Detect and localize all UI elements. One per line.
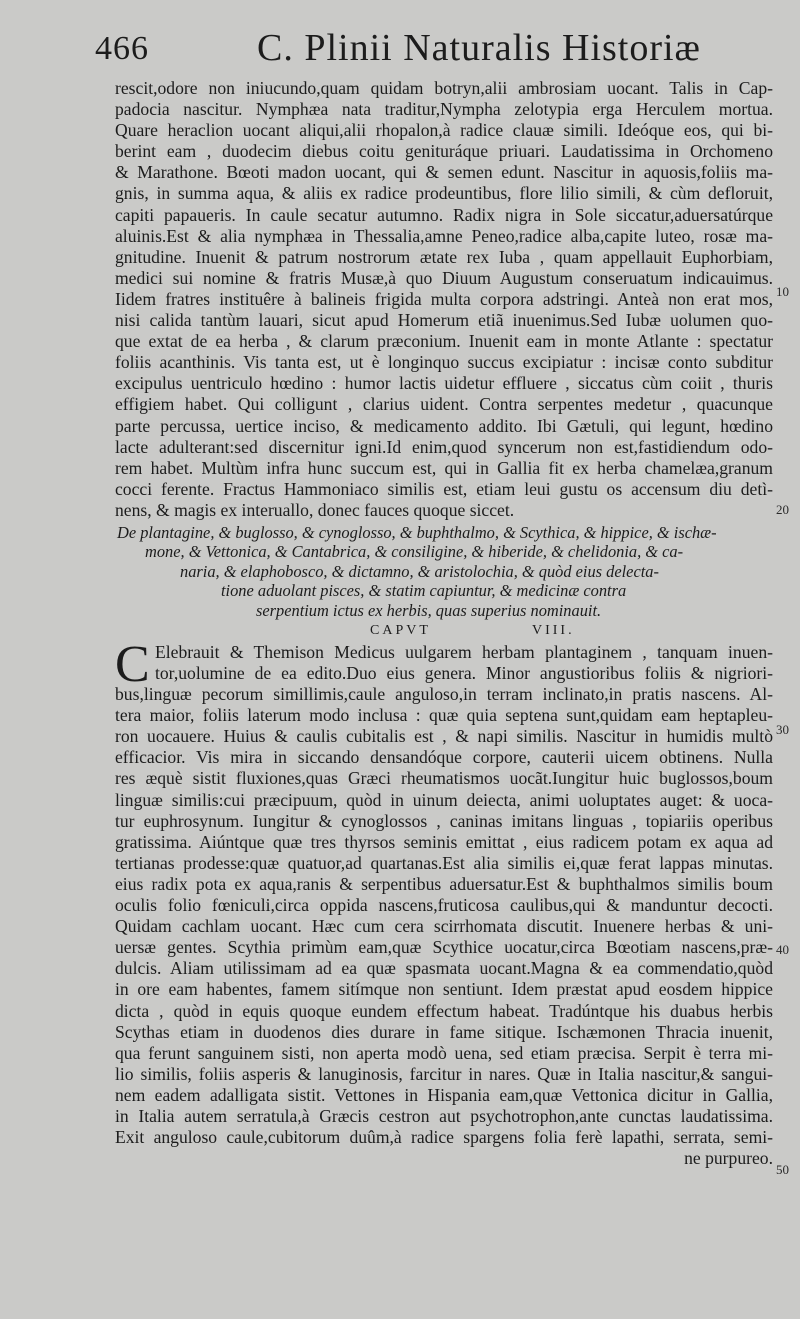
text-line: tur euphrosynum. Iungitur & cynoglossos , caninas imitans linguas , topiariis operibus bbox=[115, 810, 773, 831]
text-line: que extat de ea herba , & clarum præconium. Inuenit eam in monte Atlante : spectatur bbox=[115, 331, 773, 352]
page-header bbox=[95, 24, 775, 74]
text-line: Quare heraclion uocant aliqui,alii rhopalon,à radice clauæ simili. Ideóque eos, qui bi- bbox=[115, 120, 773, 141]
text-line: nisi calida tantùm lauari, sicut apud Homerum etiã inuenimus.Sed Iubæ uolumen quo- bbox=[115, 310, 773, 331]
text-line: excipulus uentriculo hœdino : humor lactis uidetur effluere , siccatus cùm coiit , thuris bbox=[115, 373, 773, 394]
text-line: tera maior, foliis laterum modo inclusa : quæ quia septena sunt,quidam eam heptapleu- bbox=[115, 705, 773, 726]
summary-line: naria, & elaphobosco, & dictamno, & aristolochia, & quòd eius delecta- bbox=[180, 561, 659, 581]
summary-line: tione aduolant pisces, & statim capiuntur, & medicinæ contra bbox=[221, 581, 627, 601]
text-line: gnitudine. Inuenit & patrum nostrorum ætate rex Iuba , quam appellauit Euphorbiam, bbox=[115, 246, 773, 267]
margin-line-number: 50 bbox=[776, 1162, 789, 1177]
text-line: & Marathone. Bœoti madon uocant, qui & semen edunt. Nascitur in aquosis,foliis ma- bbox=[115, 162, 773, 183]
paragraph-2 bbox=[115, 635, 773, 1169]
summary-line: De plantagine, & buglosso, & cynoglosso, & buphthalmo, & Scythica, & hippice, & ischæ- bbox=[117, 522, 717, 542]
text-line: ron uocauere. Huius & caulis cubitalis est , & napi similis. Nascitur in humidis multò bbox=[115, 726, 773, 747]
text-line: cocci ferente. Fractus Hammoniaco similis est, etiam leui gustu os accensum diu detì- bbox=[115, 478, 773, 499]
chapter-number: VIII. bbox=[532, 622, 575, 638]
margin-line-number: 10 bbox=[776, 284, 789, 299]
text-line: gratissima. Aiúntque quæ tres thyrsos seminis emittat , eius radicem potam ex aqua ad bbox=[115, 831, 773, 852]
text-line: efficacior. Vis mira in siccando densandóque corpore, cauterii uicem obtinens. Nulla bbox=[115, 747, 773, 768]
text-line: dulcis. Aliam utilissimam ad ea quæ spasmata uocant.Magna & ea commendatio,quòd bbox=[115, 958, 773, 979]
drop-cap: C bbox=[115, 635, 150, 693]
text-line: capiti papaueris. In caule secatur autumno. Radix nigra in Sole siccatur,aduersatúrque bbox=[115, 204, 773, 225]
text-line: oculis folio fœniculi,circa oppida nascens,fruticosa caulibus,qui & manduntur decocti. bbox=[115, 895, 773, 916]
text-line: in Italia autem serratula,à Græcis cestron aut psychotrophon,ante cunctas laudatissima. bbox=[115, 1105, 773, 1126]
text-line: in ore eam habentes, famem sitímque non sentiunt. Idem præstat apud eosdem hippice bbox=[115, 979, 773, 1000]
text-line: nens, & magis ex interuallo, donec fauces quoque siccet. bbox=[115, 499, 515, 520]
text-line: berint eam , duodecim diebus coitu genituráque priuari. Laudatissima in Orchomeno bbox=[115, 141, 773, 162]
chapter-summary bbox=[115, 523, 773, 620]
running-title: C. Plinii Naturalis Historiæ bbox=[257, 27, 701, 69]
text-line: gnis, in summa aqua, & aliis ex radice prodeuntibus, flore lilio simili, & cùm defloruit, bbox=[115, 183, 773, 204]
text-line: ne purpureo. bbox=[684, 1148, 773, 1169]
text-line: eius radix pota ex aqua,ranis & serpentibus aduersatur.Est & buphthalmos similis boum bbox=[115, 873, 773, 894]
text-line: linguæ similis:cui præcipuum, quòd in uinum deiecta, animi uoluptates auget: & uoca- bbox=[115, 789, 773, 810]
text-line: foliis acanthinis. Vis tanta est, ut è longinquo succus excipiatur : incisæ conto subditur bbox=[115, 352, 773, 373]
margin-line-number: 30 bbox=[776, 722, 789, 737]
summary-line: serpentium ictus ex herbis, quas superius nominauit. bbox=[256, 600, 602, 620]
text-line: qua ferunt sanguinem sisti, non aperta modò uena, sed etiam præcisa. Serpit è terra mi- bbox=[115, 1042, 773, 1063]
chapter-heading bbox=[115, 620, 773, 642]
text-line: rescit,odore non iniucundo,quam quidam botryn,alii ambrosiam uocant. Talis in Cap- bbox=[115, 78, 773, 98]
margin-line-number: 20 bbox=[776, 502, 789, 517]
paragraph-1 bbox=[115, 78, 773, 521]
text-line: aluinis.Est & alia nymphæa in Thessalia,amne Peneo,radice alba,capite luteo, rosæ ma- bbox=[115, 225, 773, 246]
text-line: Scythas etiam in duodenos dies durare in fame sitique. Ischæmonen Thracia inuenit, bbox=[115, 1021, 773, 1042]
text-line: nem eadem adalligata sistit. Vettones in Hispania eam,quæ Vettonica dicitur in Gallia, bbox=[115, 1084, 773, 1105]
text-line: parte percussa, uertice inciso, & medicamento addito. Ibi Gætuli, qui legunt, hœdino bbox=[115, 415, 773, 436]
text-line: Exit anguloso caule,cubitorum duûm,à radice spargens folia ferè lapathi, serrata, semi- bbox=[115, 1127, 773, 1148]
page-number: 466 bbox=[95, 30, 149, 67]
text-line: Iidem fratres instituêre à balineis frigida multa corpora adstringi. Anteà non erat mos, bbox=[115, 288, 773, 309]
chapter-label: CAPVT bbox=[370, 622, 431, 638]
margin-line-number: 40 bbox=[776, 942, 789, 957]
text-line: dicta , quòd in equis quoque eundem effectum habeat. Tradúntque his duabus herbis bbox=[115, 1000, 773, 1021]
text-line: medici sui nomine & fratris Musæ,à quo Diuum Augustum conseruatum indicauimus. bbox=[115, 267, 773, 288]
text-line: bus,linguæ pecorum simillimis,caule anguloso,in terram inclinato,in pratis nascens. Al- bbox=[115, 684, 773, 705]
body-text bbox=[115, 78, 773, 1169]
text-line: padocia nascitur. Nymphæa nata traditur,Nympha zelotypia erga Herculem mortua. bbox=[115, 99, 773, 120]
summary-line: mone, & Vettonica, & Cantabrica, & consiligine, & hiberide, & chelidonia, & ca- bbox=[145, 542, 684, 562]
text-line: tor,uolumine de ea edito.Duo eius genera. Minor angustioribus foliis & nigriori- bbox=[155, 663, 773, 684]
text-line: rem habet. Multùm infra hunc succum est, qui in Gallia fit ex herba chamelæa,granum bbox=[115, 457, 773, 478]
text-line: uersæ gentes. Scythia primùm eam,quæ Scythice uocatur,circa Bœotiam nascens,præ- bbox=[115, 937, 773, 958]
text-line: effigiem habet. Qui colligunt , clarius uident. Contra serpentes medetur , quacunque bbox=[115, 394, 773, 415]
text-line: Elebrauit & Themison Medicus uulgarem herbam plantaginem , tanquam inuen- bbox=[155, 641, 773, 662]
text-line: lio similis, foliis asperis & lanuginosis, farcitur in nares. Quæ in Italia nascitur,& sangui- bbox=[115, 1063, 773, 1084]
text-line: lacte adulterant:sed discernitur igni.Id enim,quod syncerum non est,fastidiendum odo- bbox=[115, 436, 773, 457]
text-line: res æquè sistit fluxiones,quas Græci rheumatismos uocãt.Iungitur huic buglossos,boum bbox=[115, 768, 773, 789]
text-line: Quidam cachlam uocant. Hæc cum cera scirrhomata discutit. Inuenere herbas & uni- bbox=[115, 916, 773, 937]
text-line: tertianas prodesse:quæ quatuor,ad quartanas.Est alia similis ei,quæ ferat lappas minutas. bbox=[115, 852, 773, 873]
